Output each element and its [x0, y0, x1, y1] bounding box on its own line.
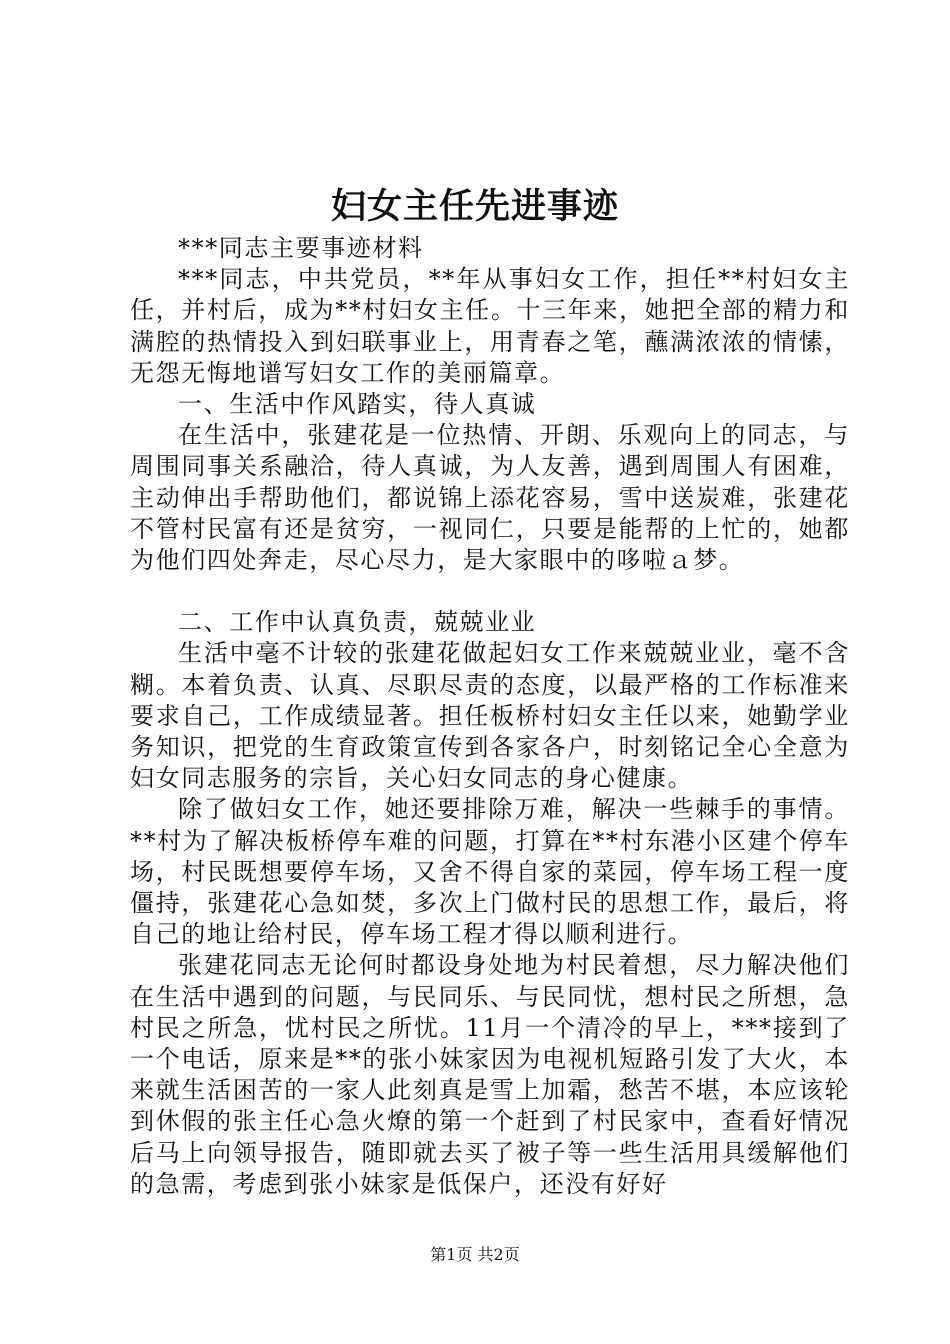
paragraph-parking: 除了做妇女工作，她还要排除万难，解决一些棘手的事情。**村为了解决板桥停车难的问题，打算在**村东港小区建个停车场，村民既想要停车场，又舍不得自家的菜园，停车场工程一度僵持，张建花心急如焚，多次上门做村民的思想工作，最后，将自己的地让给村民，停车场工程才得以顺利进行。	[130, 795, 850, 949]
section-heading-2: 二、工作中认真负责，兢兢业业	[178, 608, 537, 637]
paragraph-fire: 张建花同志无论何时都设身处地为村民着想，尽力解决他们在生活中遇到的问题，与民同乐、与民同忧，想村民之所想，急村民之所急，忧村民之所忧。11月一个清冷的早上，***接到了一个电话，原来是**的张小妹家因为电视机短路引发了大火，本来就生活困苦的一家人此刻真是雪上加霜，愁苦不堪，本应该轮到休假的张主任心急火燎的第一个赶到了村民家中，查看好情况后马上向领导报告，随即就去买了被子等一些生活用具缓解他们的急需，考虑到张小妹家是低保户，还没有好好	[130, 951, 850, 1198]
paragraph-section-1: 在生活中，张建花是一位热情、开朗、乐观向上的同志，与周围同事关系融洽，待人真诚，为人友善，遇到周围人有困难，主动伸出手帮助他们，都说锦上添花容易，雪中送炭难，张建花不管村民富有还是贫穷，一视同仁，只要是能帮的上忙的，她都为他们四处奔走，尽心尽力，是大家眼中的哆啦ａ梦。	[130, 421, 850, 575]
page-footer: 第1页 共2页	[430, 1245, 520, 1264]
paragraph-section-2: 生活中毫不计较的张建花做起妇女工作来兢兢业业，毫不含糊。本着负责、认真、尽职尽责的态度，以最严格的工作标准来要求自己，工作成绩显著。担任板桥村妇女主任以来，她勤学业务知识，把党的生育政策宣传到各家各户，时刻铭记全心全意为妇女同志服务的宗旨，关心妇女同志的身心健康。	[130, 639, 850, 793]
section-heading-1: 一、生活中作风踏实，待人真诚	[178, 390, 537, 419]
document-title: 妇女主任先进事迹	[330, 186, 619, 227]
paragraph-subtitle: ***同志主要事迹材料	[178, 234, 424, 262]
paragraph-intro: ***同志，中共党员，**年从事妇女工作，担任**村妇女主任，并村后，成为**村妇女主任。十三年来，她把全部的精力和满腔的热情投入到妇联事业上，用青春之笔，蘸满浓浓的情愫，无怨无悔地谱写妇女工作的美丽篇章。	[130, 265, 850, 387]
document-body	[130, 233, 850, 1200]
